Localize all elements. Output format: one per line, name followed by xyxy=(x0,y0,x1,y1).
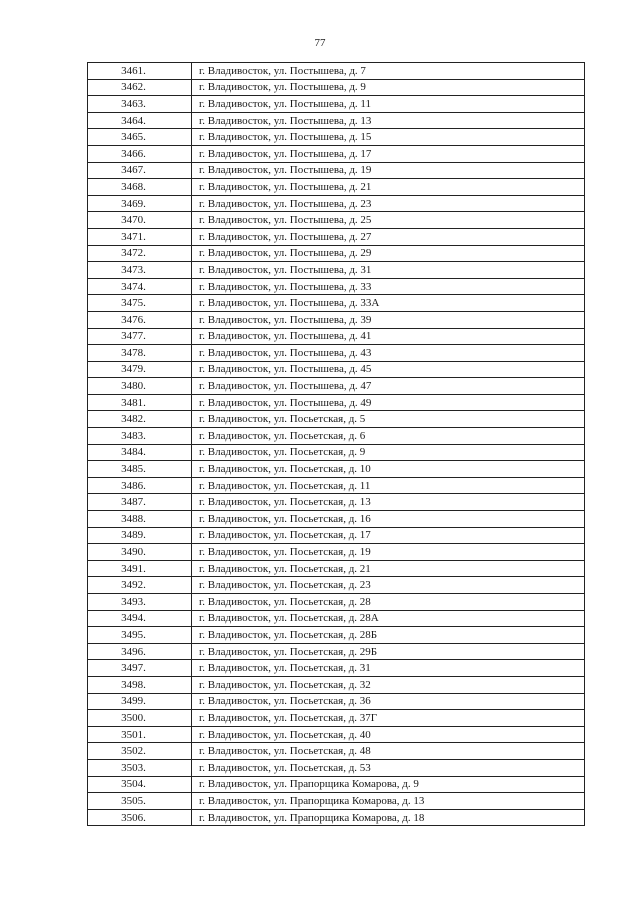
row-number: 3475. xyxy=(88,295,192,312)
table-row xyxy=(88,79,585,96)
row-address: г. Владивосток, ул. Постышева, д. 11 xyxy=(192,96,585,113)
table-row xyxy=(88,461,585,478)
row-number: 3478. xyxy=(88,345,192,362)
table-row xyxy=(88,411,585,428)
row-number: 3461. xyxy=(88,63,192,80)
row-address: г. Владивосток, ул. Постышева, д. 7 xyxy=(192,63,585,80)
table-row xyxy=(88,96,585,113)
table-row xyxy=(88,63,585,80)
row-number: 3484. xyxy=(88,444,192,461)
table-row xyxy=(88,776,585,793)
row-number: 3480. xyxy=(88,378,192,395)
table-row xyxy=(88,245,585,262)
row-address: г. Владивосток, ул. Посьетская, д. 19 xyxy=(192,544,585,561)
row-number: 3468. xyxy=(88,179,192,196)
row-address: г. Владивосток, ул. Постышева, д. 17 xyxy=(192,145,585,162)
row-number: 3472. xyxy=(88,245,192,262)
table-row xyxy=(88,511,585,528)
row-number: 3476. xyxy=(88,311,192,328)
row-address: г. Владивосток, ул. Постышева, д. 33А xyxy=(192,295,585,312)
table-row xyxy=(88,560,585,577)
row-address: г. Владивосток, ул. Постышева, д. 39 xyxy=(192,311,585,328)
table-row xyxy=(88,660,585,677)
row-number: 3505. xyxy=(88,793,192,810)
row-address: г. Владивосток, ул. Посьетская, д. 6 xyxy=(192,428,585,445)
row-number: 3496. xyxy=(88,643,192,660)
row-number: 3493. xyxy=(88,594,192,611)
table-row xyxy=(88,527,585,544)
table-row xyxy=(88,262,585,279)
row-address: г. Владивосток, ул. Посьетская, д. 31 xyxy=(192,660,585,677)
row-address: г. Владивосток, ул. Постышева, д. 29 xyxy=(192,245,585,262)
row-address: г. Владивосток, ул. Постышева, д. 33 xyxy=(192,278,585,295)
row-number: 3495. xyxy=(88,627,192,644)
row-number: 3491. xyxy=(88,560,192,577)
row-number: 3471. xyxy=(88,228,192,245)
row-address: г. Владивосток, ул. Посьетская, д. 48 xyxy=(192,743,585,760)
row-number: 3487. xyxy=(88,494,192,511)
row-number: 3482. xyxy=(88,411,192,428)
table-row xyxy=(88,345,585,362)
table-row xyxy=(88,179,585,196)
row-number: 3483. xyxy=(88,428,192,445)
row-address: г. Владивосток, ул. Постышева, д. 41 xyxy=(192,328,585,345)
row-address: г. Владивосток, ул. Посьетская, д. 40 xyxy=(192,726,585,743)
row-address: г. Владивосток, ул. Постышева, д. 31 xyxy=(192,262,585,279)
row-address: г. Владивосток, ул. Постышева, д. 45 xyxy=(192,361,585,378)
table-row xyxy=(88,328,585,345)
table-row xyxy=(88,394,585,411)
row-number: 3506. xyxy=(88,809,192,826)
row-address: г. Владивосток, ул. Посьетская, д. 37Г xyxy=(192,710,585,727)
row-number: 3503. xyxy=(88,759,192,776)
row-number: 3473. xyxy=(88,262,192,279)
row-address: г. Владивосток, ул. Посьетская, д. 10 xyxy=(192,461,585,478)
row-address: г. Владивосток, ул. Посьетская, д. 11 xyxy=(192,477,585,494)
table-row xyxy=(88,428,585,445)
table-row xyxy=(88,809,585,826)
table-row xyxy=(88,162,585,179)
row-number: 3474. xyxy=(88,278,192,295)
row-number: 3479. xyxy=(88,361,192,378)
table-row xyxy=(88,212,585,229)
row-address: г. Владивосток, ул. Посьетская, д. 21 xyxy=(192,560,585,577)
row-address: г. Владивосток, ул. Постышева, д. 43 xyxy=(192,345,585,362)
row-number: 3492. xyxy=(88,577,192,594)
table-row xyxy=(88,643,585,660)
row-number: 3462. xyxy=(88,79,192,96)
row-address: г. Владивосток, ул. Постышева, д. 47 xyxy=(192,378,585,395)
table-row xyxy=(88,278,585,295)
table-row xyxy=(88,444,585,461)
table-row xyxy=(88,693,585,710)
row-number: 3467. xyxy=(88,162,192,179)
row-address: г. Владивосток, ул. Прапорщика Комарова, д. 13 xyxy=(192,793,585,810)
row-number: 3465. xyxy=(88,129,192,146)
row-number: 3504. xyxy=(88,776,192,793)
row-address: г. Владивосток, ул. Посьетская, д. 32 xyxy=(192,676,585,693)
table-row xyxy=(88,726,585,743)
row-number: 3470. xyxy=(88,212,192,229)
row-address: г. Владивосток, ул. Постышева, д. 23 xyxy=(192,195,585,212)
row-number: 3494. xyxy=(88,610,192,627)
row-number: 3501. xyxy=(88,726,192,743)
table-row xyxy=(88,676,585,693)
table-row xyxy=(88,610,585,627)
row-number: 3502. xyxy=(88,743,192,760)
row-address: г. Владивосток, ул. Посьетская, д. 36 xyxy=(192,693,585,710)
table-row xyxy=(88,228,585,245)
row-address: г. Владивосток, ул. Постышева, д. 13 xyxy=(192,112,585,129)
row-address: г. Владивосток, ул. Постышева, д. 19 xyxy=(192,162,585,179)
row-number: 3488. xyxy=(88,511,192,528)
table-row xyxy=(88,129,585,146)
row-number: 3485. xyxy=(88,461,192,478)
row-address: г. Владивосток, ул. Посьетская, д. 23 xyxy=(192,577,585,594)
row-address: г. Владивосток, ул. Посьетская, д. 13 xyxy=(192,494,585,511)
table-row xyxy=(88,544,585,561)
table-row xyxy=(88,145,585,162)
page-number: 77 xyxy=(314,37,326,49)
row-number: 3489. xyxy=(88,527,192,544)
row-number: 3490. xyxy=(88,544,192,561)
table-row xyxy=(88,295,585,312)
row-address: г. Владивосток, ул. Постышева, д. 15 xyxy=(192,129,585,146)
row-number: 3500. xyxy=(88,710,192,727)
table-row xyxy=(88,594,585,611)
table-row xyxy=(88,112,585,129)
address-table xyxy=(87,62,585,826)
table-row xyxy=(88,793,585,810)
row-number: 3463. xyxy=(88,96,192,113)
row-address: г. Владивосток, ул. Постышева, д. 27 xyxy=(192,228,585,245)
row-number: 3466. xyxy=(88,145,192,162)
row-address: г. Владивосток, ул. Посьетская, д. 29Б xyxy=(192,643,585,660)
row-address: г. Владивосток, ул. Постышева, д. 9 xyxy=(192,79,585,96)
table-row xyxy=(88,577,585,594)
table-row xyxy=(88,361,585,378)
row-address: г. Владивосток, ул. Посьетская, д. 5 xyxy=(192,411,585,428)
table-row xyxy=(88,195,585,212)
row-address: г. Владивосток, ул. Постышева, д. 25 xyxy=(192,212,585,229)
address-table-body xyxy=(88,63,585,826)
row-address: г. Владивосток, ул. Посьетская, д. 53 xyxy=(192,759,585,776)
table-row xyxy=(88,627,585,644)
row-number: 3497. xyxy=(88,660,192,677)
table-row xyxy=(88,494,585,511)
row-number: 3486. xyxy=(88,477,192,494)
table-row xyxy=(88,477,585,494)
row-address: г. Владивосток, ул. Посьетская, д. 28А xyxy=(192,610,585,627)
row-number: 3464. xyxy=(88,112,192,129)
row-address: г. Владивосток, ул. Посьетская, д. 16 xyxy=(192,511,585,528)
row-address: г. Владивосток, ул. Посьетская, д. 28 xyxy=(192,594,585,611)
table-row xyxy=(88,378,585,395)
row-address: г. Владивосток, ул. Посьетская, д. 28Б xyxy=(192,627,585,644)
row-number: 3498. xyxy=(88,676,192,693)
row-number: 3481. xyxy=(88,394,192,411)
row-address: г. Владивосток, ул. Прапорщика Комарова, д. 18 xyxy=(192,809,585,826)
row-address: г. Владивосток, ул. Посьетская, д. 9 xyxy=(192,444,585,461)
table-row xyxy=(88,759,585,776)
row-address: г. Владивосток, ул. Посьетская, д. 17 xyxy=(192,527,585,544)
row-address: г. Владивосток, ул. Прапорщика Комарова, д. 9 xyxy=(192,776,585,793)
table-row xyxy=(88,743,585,760)
row-address: г. Владивосток, ул. Постышева, д. 21 xyxy=(192,179,585,196)
row-number: 3477. xyxy=(88,328,192,345)
row-number: 3499. xyxy=(88,693,192,710)
table-row xyxy=(88,311,585,328)
row-number: 3469. xyxy=(88,195,192,212)
table-row xyxy=(88,710,585,727)
row-address: г. Владивосток, ул. Постышева, д. 49 xyxy=(192,394,585,411)
